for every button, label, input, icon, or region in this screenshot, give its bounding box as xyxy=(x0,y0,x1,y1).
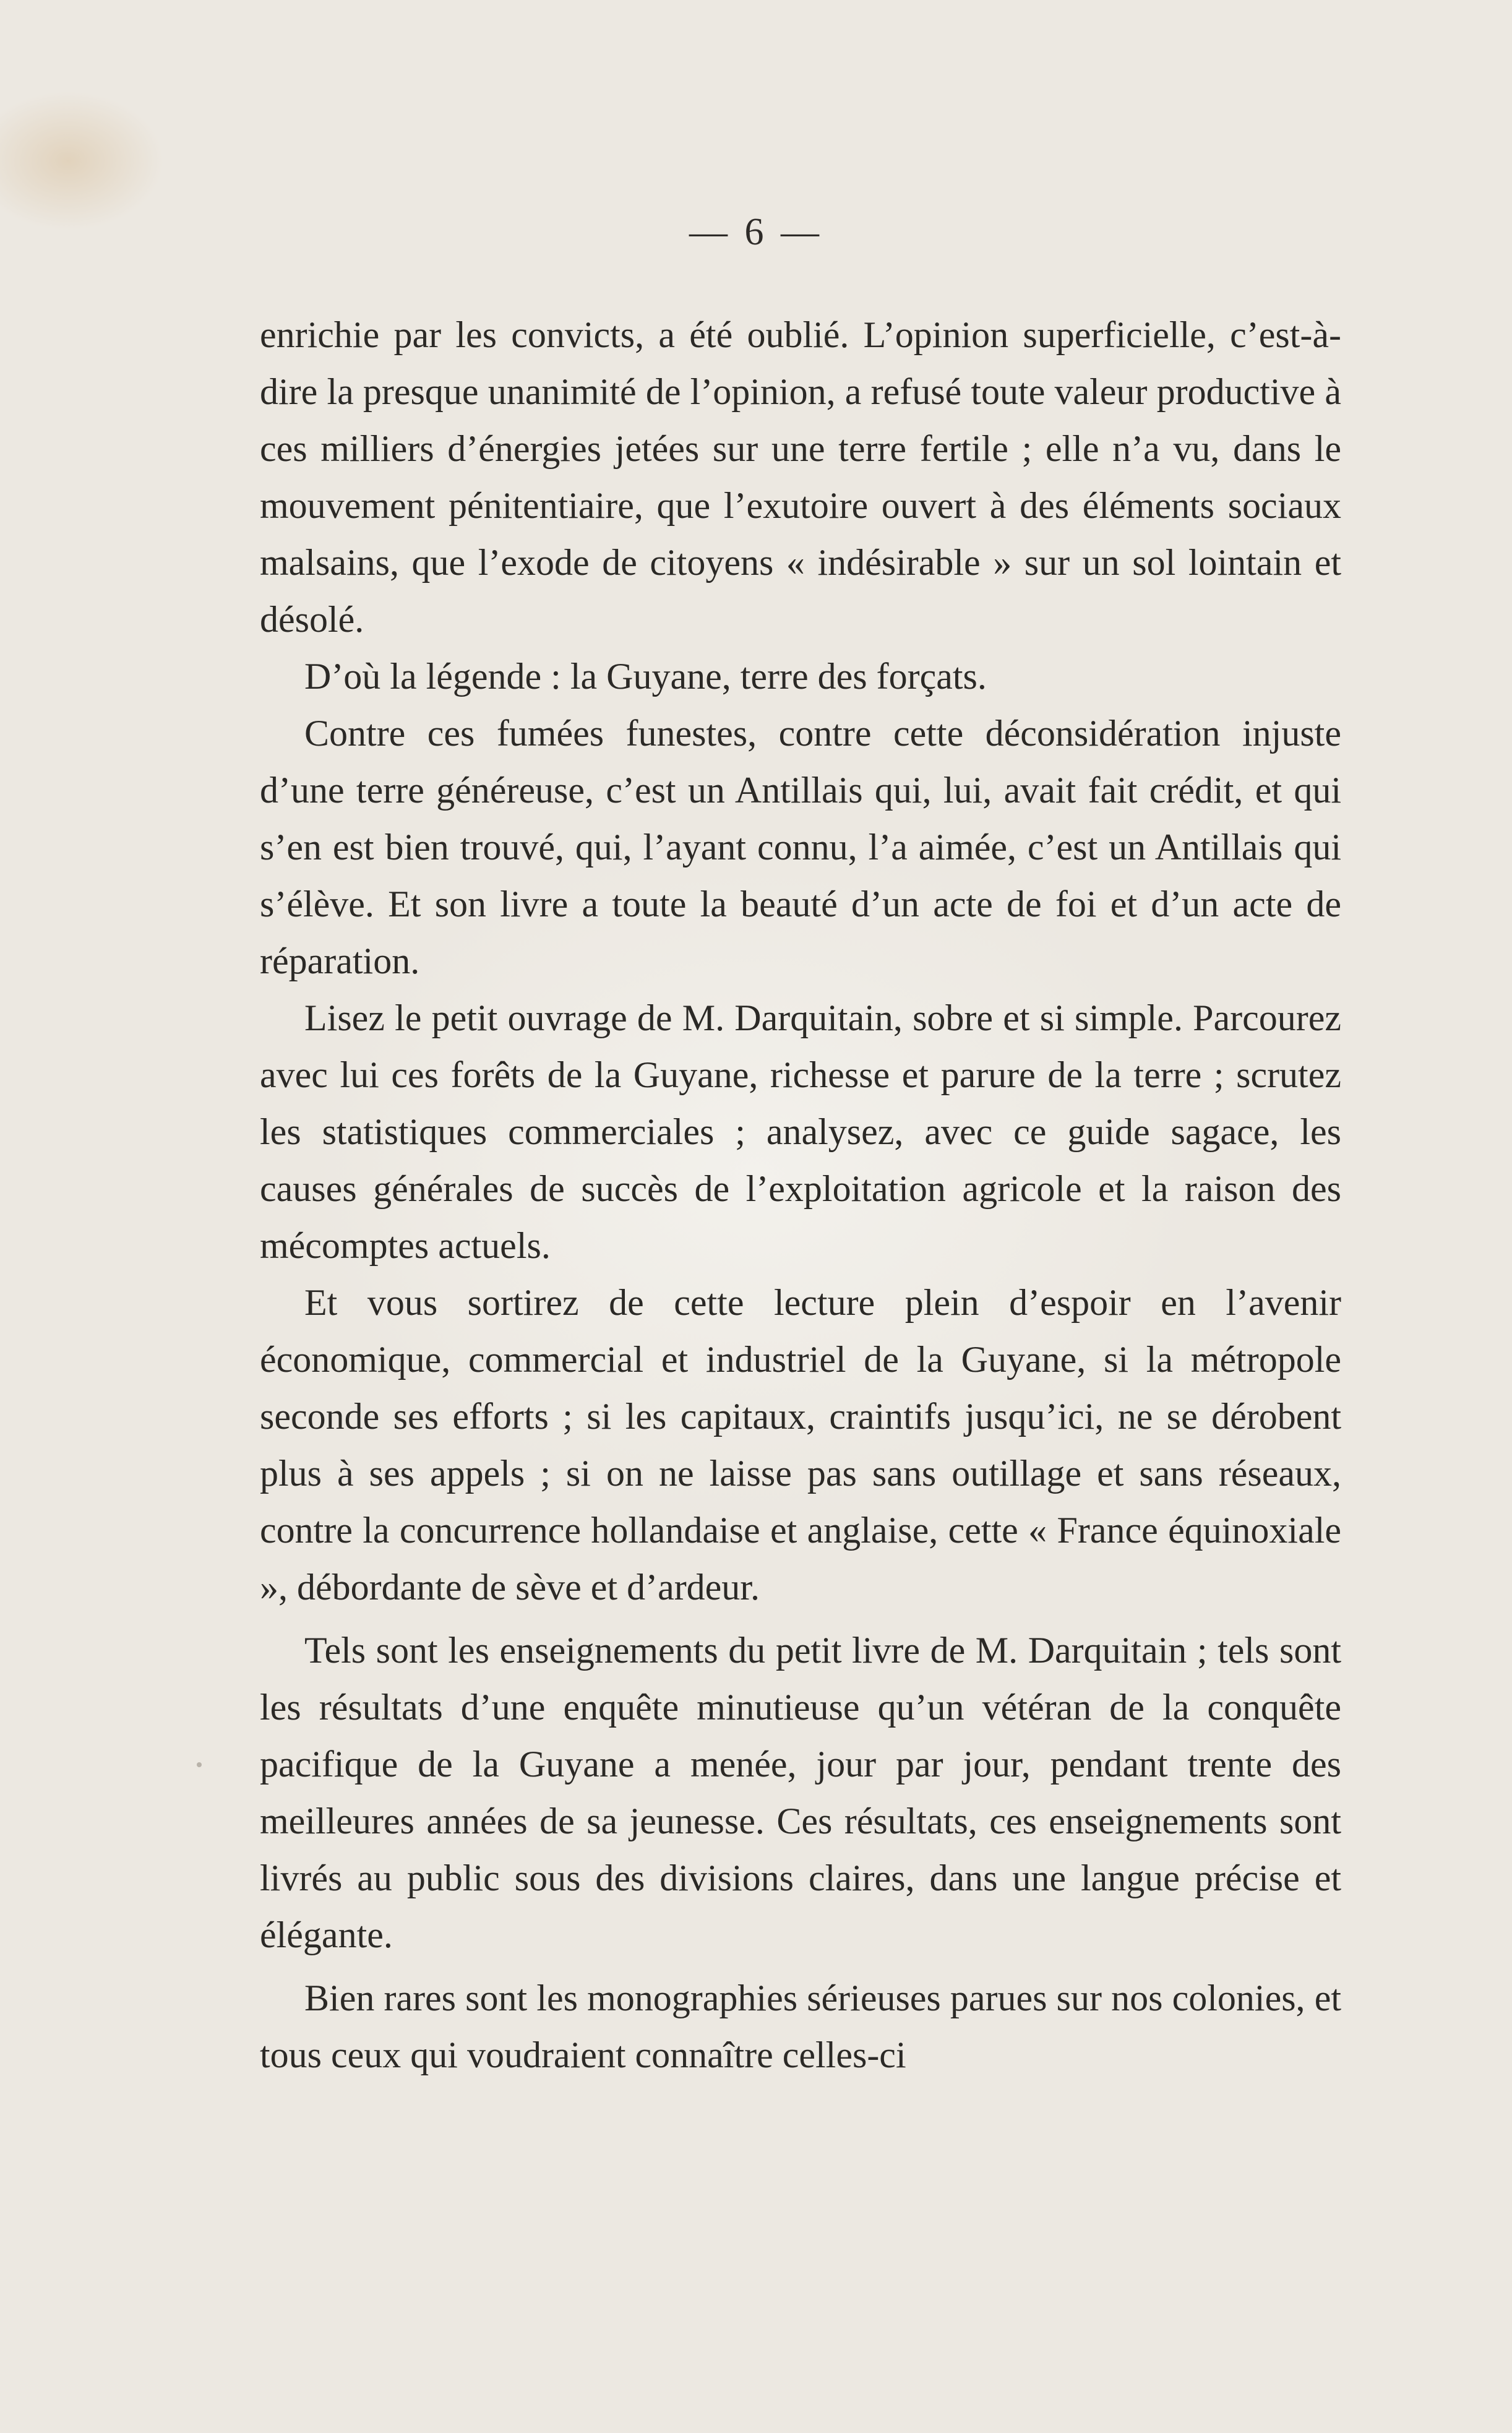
paragraph: Lisez le petit ouvrage de M. Darquitain, sobre et si simple. Parcourez avec lui ces forêts de la Guyane, richesse et parure de la terre ; scrutez les statistiques commerciales ; analysez, avec ce guide sagace, les causes générales de succès de l’exploitation agricole et la raison des mécomptes actuels. xyxy=(260,997,1341,1266)
page-number: — 6 — xyxy=(689,211,823,253)
paragraph: Et vous sortirez de cette lecture plein d’espoir en l’avenir économique, commercial et industriel de la Guyane, si la métropole seconde ses efforts ; si les capitaux, craintifs jusqu’ici, ne se dérobent plus à ses appels ; si on ne laisse pas sans outillage et sans réseaux, contre la concurrence hollandaise et anglaise, cette « France équinoxiale », débordante de sève et d’ardeur. xyxy=(260,1282,1341,1608)
paragraph: enrichie par les convicts, a été oublié. L’opinion superficielle, c’est-à-dire la presque unanimité de l’opinion, a refusé toute valeur productive à ces milliers d’énergies jetées sur une terre fertile ; elle n’a vu, dans le mouvement pénitentiaire, que l’exutoire ouvert à des éléments sociaux malsains, que l’exode de citoyens « indésirable » sur un sol lointain et désolé. xyxy=(260,314,1341,640)
paragraph: D’où la légende : la Guyane, terre des forçats. xyxy=(304,656,987,697)
paragraph: Tels sont les enseignements du petit livre de M. Darquitain ; tels sont les résultats d’une enquête minutieuse qu’un vétéran de la conquête pacifique de la Guyane a menée, jour par jour, pendant trente des meilleures années de sa jeunesse. Ces résultats, ces enseignements sont livrés au public sous des divisions claires, dans une langue précise et élégante. xyxy=(260,1630,1341,1955)
paragraph: Contre ces fumées funestes, contre cette déconsidération injuste d’une terre généreuse, c’est un Antillais qui, lui, avait fait crédit, et qui s’en est bien trouvé, qui, l’ayant connu, l’a aimée, c’est un Antillais qui s’élève. Et son livre a toute la beauté d’un acte de foi et d’un acte de réparation. xyxy=(260,713,1341,981)
paper-speck xyxy=(197,1762,202,1767)
body-text xyxy=(260,306,1341,2083)
paragraph-continued: Bien rares sont les monographies sérieuses parues sur nos colonies, et tous ceux qui voudraient connaître celles-ci xyxy=(260,1978,1341,2075)
